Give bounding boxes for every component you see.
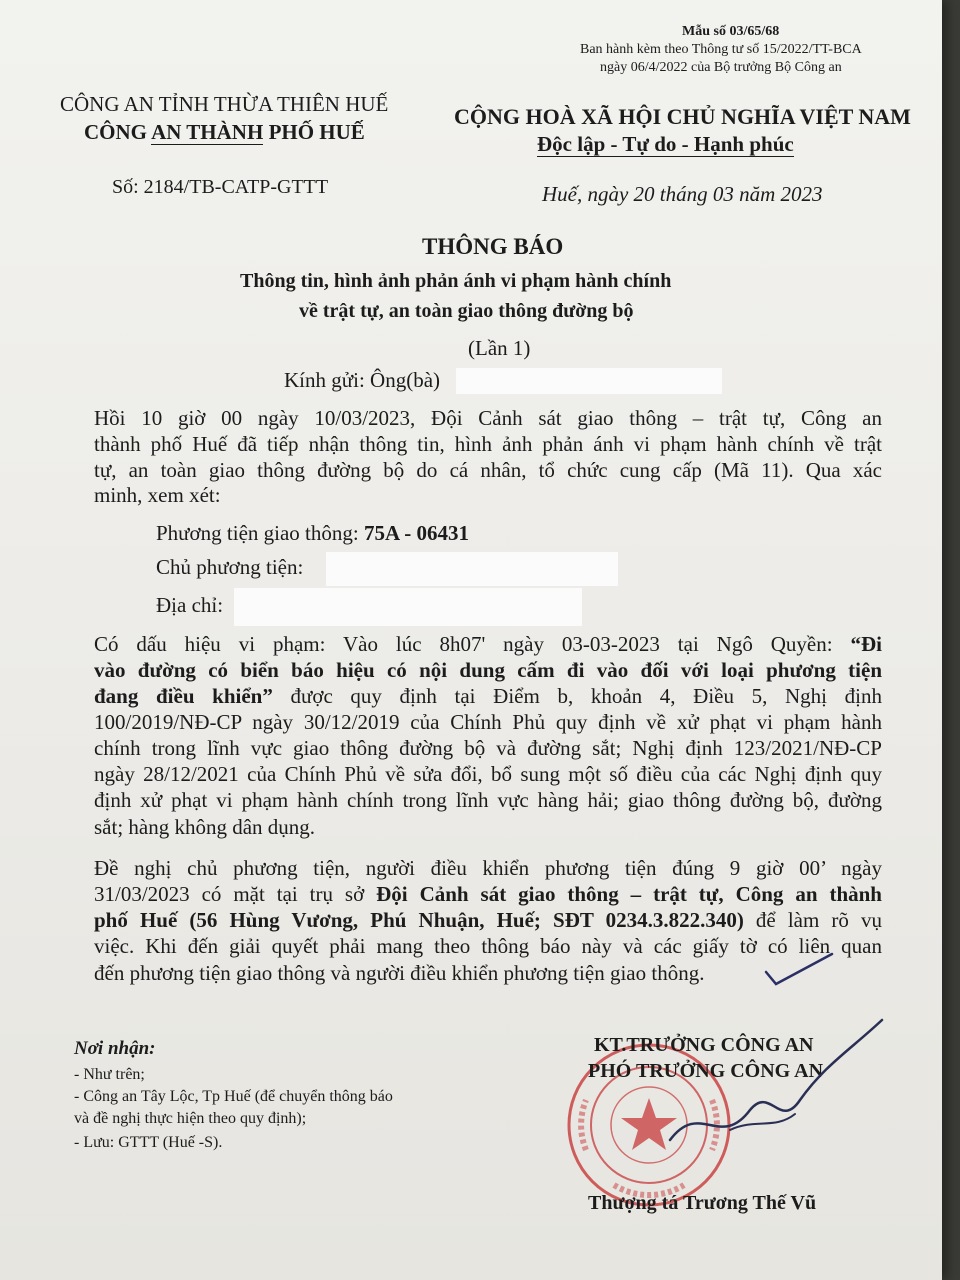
handwritten-signature xyxy=(660,1010,900,1160)
document-number: Số: 2184/TB-CATP-GTTT xyxy=(112,176,329,198)
para2-line2: vào đường có biển báo hiệu có nội dung cấm đi vào đối với loại phương tiện xyxy=(94,658,882,682)
issued-date-line: ngày 06/4/2022 của Bộ trưởng Bộ Công an xyxy=(600,60,842,75)
recipients-item-2b: và đề nghị thực hiện theo quy định); xyxy=(74,1110,307,1127)
para2-line5: chính trong lĩnh vực giao thông đường bộ và đường sắt; Nghị định 123/2021/NĐ-CP xyxy=(94,736,882,760)
motto: Độc lập - Tự do - Hạnh phúc xyxy=(537,132,794,156)
form-number: Mẫu số 03/65/68 xyxy=(682,24,780,39)
para3-line2: 31/03/2023 có mặt tại trụ sở Đội Cảnh sát giao thông – trật tự, Công an thành xyxy=(94,882,882,906)
redacted-address xyxy=(234,588,582,626)
recipient-label: Kính gửi: Ông(bà) xyxy=(284,368,441,392)
place-date: Huế, ngày 20 tháng 03 năm 2023 xyxy=(542,182,823,206)
para1-line1: Hồi 10 giờ 00 ngày 10/03/2023, Đội Cảnh sát giao thông – trật tự, Công an xyxy=(94,406,882,430)
para2-line6: ngày 28/12/2021 của Chính Phủ về sửa đổi, bổ sung một số điều của các Nghị định quy xyxy=(94,762,882,786)
para3-line4: việc. Khi đến giải quyết phải mang theo thông báo này và các giấy tờ có liên quan xyxy=(94,934,882,958)
vehicle-line: Phương tiện giao thông: 75A - 06431 xyxy=(156,521,469,545)
recipients-item-1: - Như trên; xyxy=(74,1066,145,1083)
check-mark xyxy=(760,950,840,990)
recipients-heading: Nơi nhận: xyxy=(74,1038,156,1059)
agency-parent: CÔNG AN TỈNH THỪA THIÊN HUẾ xyxy=(60,92,389,116)
signer-name: Thượng tá Trương Thế Vũ xyxy=(588,1192,817,1214)
para2-line8: sắt; hàng không dân dụng. xyxy=(94,815,316,839)
para1-line3: tự, an toàn giao thông đường bộ do cá nhân, tổ chức cung cấp (Mã 11). Qua xác xyxy=(94,458,882,482)
doc-subtitle-2: về trật tự, an toàn giao thông đường bộ xyxy=(299,300,634,322)
issued-with-line: Ban hành kèm theo Thông tư số 15/2022/TT-BCA xyxy=(580,42,862,57)
redacted-recipient-name xyxy=(456,368,722,394)
para2-line3: đang điều khiển” được quy định tại Điểm b, khoản 4, Điều 5, Nghị định xyxy=(94,684,882,708)
owner-line: Chủ phương tiện: xyxy=(156,555,304,579)
para1-line4: minh, xem xét: xyxy=(94,483,221,507)
para2-line1: Có dấu hiệu vi phạm: Vào lúc 8h07' ngày 03-03-2023 tại Ngô Quyền: “Đi xyxy=(94,632,882,656)
address-line: Địa chỉ: xyxy=(156,593,224,617)
para3-line5: đến phương tiện giao thông và người điều khiển phương tiện giao thông. xyxy=(94,961,705,985)
country-name: CỘNG HOÀ XÃ HỘI CHỦ NGHĨA VIỆT NAM xyxy=(454,104,911,129)
para3-line1: Đề nghị chủ phương tiện, người điều khiển phương tiện đúng 9 giờ 00’ ngày xyxy=(94,856,882,880)
notice-round: (Lần 1) xyxy=(468,336,531,360)
signer-title-1: KT.TRƯỞNG CÔNG AN xyxy=(594,1034,814,1056)
signer-title-2: PHÓ TRƯỞNG CÔNG AN xyxy=(588,1060,824,1082)
doc-subtitle-1: Thông tin, hình ảnh phản ánh vi phạm hành chính xyxy=(240,270,672,292)
agency-name: CÔNG AN THÀNH PHỐ HUẾ xyxy=(84,120,365,144)
para3-line3: phố Huế (56 Hùng Vương, Phú Nhuận, Huế; SĐT 0234.3.822.340) để làm rõ vụ xyxy=(94,908,882,932)
para2-line7: định xử phạt vi phạm hành chính trong lĩnh vực hàng hải; giao thông đường bộ, đường xyxy=(94,788,882,812)
recipients-item-3: - Lưu: GTTT (Huế -S). xyxy=(74,1134,223,1151)
para2-line4: 100/2019/NĐ-CP ngày 30/12/2019 của Chính Phủ quy định về xử phạt vi phạm hành xyxy=(94,710,882,734)
doc-title: THÔNG BÁO xyxy=(422,234,564,259)
recipients-item-2a: - Công an Tây Lộc, Tp Huế (để chuyển thông báo xyxy=(74,1088,393,1105)
redacted-owner xyxy=(326,552,618,586)
para1-line2: thành phố Huế đã tiếp nhận thông tin, hình ảnh phản ánh vi phạm hành chính về trật xyxy=(94,432,882,456)
